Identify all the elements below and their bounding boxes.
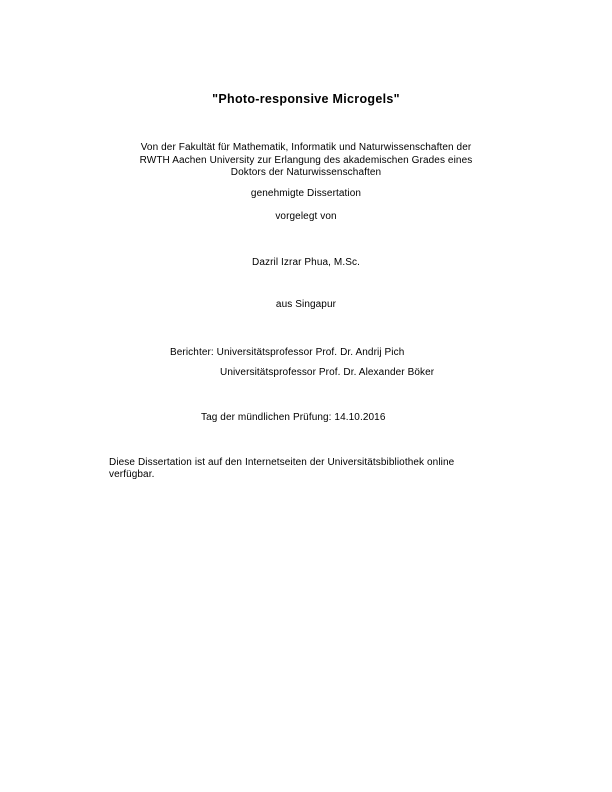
exam-date: Tag der mündlichen Prüfung: 14.10.2016 — [201, 412, 386, 423]
referee-first: Berichter: Universitätsprofessor Prof. Dr. Andrij Pich — [170, 347, 405, 358]
faculty-line-3: Doktors der Naturwissenschaften — [230, 167, 382, 178]
author-name: Dazril Izrar Phua, M.Sc. — [252, 257, 360, 268]
dissertation-title: "Photo-responsive Microgels" — [212, 92, 400, 106]
faculty-line-1: Von der Fakultät für Mathematik, Informatik und Naturwissenschaften der — [140, 142, 472, 153]
online-note-line-1: Diese Dissertation ist auf den Internetseiten der Universitätsbibliothek online — [109, 457, 455, 468]
online-note-line-2: verfügbar. — [109, 469, 155, 480]
approved-dissertation: genehmigte Dissertation — [250, 188, 362, 199]
origin: aus Singapur — [275, 299, 337, 310]
submitted-by: vorgelegt von — [275, 211, 337, 222]
referee-second: Universitätsprofessor Prof. Dr. Alexander Böker — [220, 367, 435, 378]
faculty-line-2: RWTH Aachen University zur Erlangung des akademischen Grades eines — [139, 155, 473, 166]
